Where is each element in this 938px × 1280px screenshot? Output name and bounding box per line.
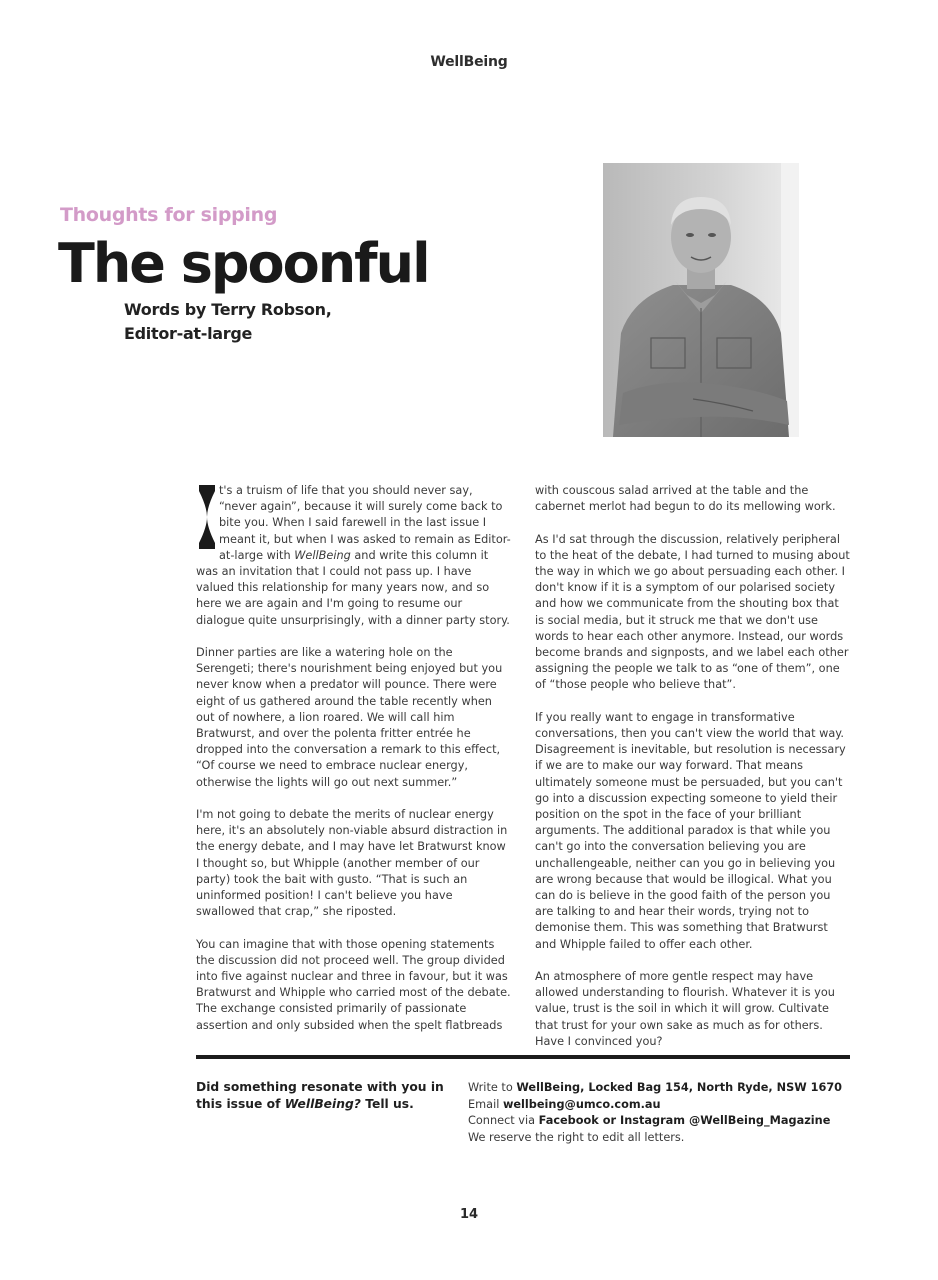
magazine-name: WellBeing xyxy=(294,548,351,562)
prompt-text: Did something resonate with you in this issue of xyxy=(196,1080,444,1111)
paragraph-text: t's a truism of life that you should never say, “never again”, because it will surely come back to bite you. When I said farewell in the last issue I meant it, but when I was asked to remain as Editor-at-large with xyxy=(219,484,511,562)
edit-notice: We reserve the right to edit all letters. xyxy=(468,1130,685,1144)
postal-address-line: Write to WellBeing, Locked Bag 154, North Ryde, NSW 1670 xyxy=(468,1081,843,1094)
feedback-prompt xyxy=(196,1079,446,1112)
social-line: Connect via Facebook or Instagram @WellBeing_Magazine xyxy=(468,1114,831,1127)
dropcap-i-glyph xyxy=(196,485,218,549)
masthead: WellBeing xyxy=(430,54,508,70)
article-kicker: Thoughts for sipping xyxy=(60,204,278,226)
email-line: Email wellbeing@umco.com.au xyxy=(468,1097,661,1111)
article-title: The spoonful xyxy=(58,232,429,295)
article-paragraph: I'm not going to debate the merits of nuclear energy here, it's an absolutely non-viable absurd distraction in the energy debate, and I may have let Bratwurst know I thought so, but Whipple (another member of our party) took the bait with gusto. “That is such an uninformed position! I can't believe you have swallowed that crap,” she riposted. xyxy=(196,808,508,919)
byline-role: Editor-at-large xyxy=(124,324,253,343)
postal-address: WellBeing, Locked Bag 154, North Ryde, NSW 1670 xyxy=(516,1081,843,1094)
article-paragraph: As I'd sat through the discussion, relatively peripheral to the heat of the debate, I had turned to musing about the way in which we go about persuading each other. I don't know if it is a symptom of our polarised society and how we communicate from the shouting box that is social media, but it struck me that we don't use words to hear each other anymore. Instead, our words become brands and signposts, and we label each other assigning the people we talk to as “one of them”, one of “those people who believe that”. xyxy=(535,532,850,692)
author-portrait-photo xyxy=(603,163,799,437)
magazine-name: WellBeing? xyxy=(284,1096,361,1111)
article-paragraph: You can imagine that with those opening statements the discussion did not proceed well. The group divided into five against nuclear and three in favour, but it was Bratwurst and Whipple who carried most of the debate. The exchange consisted primarily of passionate assertion and only subsided when the spelt flatbreads xyxy=(196,937,511,1032)
article-column-left xyxy=(196,483,512,1050)
social-handles: Facebook or Instagram @WellBeing_Magazine xyxy=(538,1114,831,1127)
email-link[interactable]: wellbeing@umco.com.au xyxy=(502,1097,661,1111)
byline-author: Words by Terry Robson, xyxy=(124,300,332,319)
section-divider xyxy=(196,1055,850,1059)
article-paragraph: If you really want to engage in transformative conversations, then you can't view the world that way. Disagreement is inevitable, but resolution is necessary if we are to make our way forward. That means ultimately someone must be persuaded, but you can't go into a discussion expecting someone to yield their position on the spot in the face of your brilliant arguments. The additional paradox is that while you can't go into the conversation believing you are unchallengeable, neither can you go in believing you are wrong because that would be illogical. What you can do is believe in the good faith of the person you are talking to and hear their words, trying not to demonise them. This was something that Bratwurst and Whipple failed to offer each other. xyxy=(535,710,846,951)
page-number: 14 xyxy=(459,1207,479,1222)
prompt-text: Tell us. xyxy=(360,1096,414,1111)
contact-details xyxy=(468,1080,848,1146)
article-paragraph: with couscous salad arrived at the table and the cabernet merlot had begun to do its mellowing work. xyxy=(535,484,836,514)
article-column-right xyxy=(535,483,851,1066)
article-paragraph: Dinner parties are like a watering hole on the Serengeti; there's nourishment being enjoyed but you never know when a predator will pounce. There were eight of us gathered around the table recently when out of nowhere, a lion roared. We will call him Bratwurst, and over the polenta fritter entrée he dropped into the conversation a remark to this effect, “Of course we need to embrace nuclear energy, otherwise the lights will go out next summer.” xyxy=(196,646,503,789)
article-paragraph: An atmosphere of more gentle respect may have allowed understanding to flourish. Whatever it is you value, trust is the soil in which it will grow. Cultivate that trust for your own sake as much as for others. Have I convinced you? xyxy=(535,970,835,1048)
paragraph-text: and write this column it was an invitation that I could not pass up. I have valued this relationship for many years now, and so here we are again and I'm going to resume our dialogue quite unsurprisingly, with a dinner party story. xyxy=(196,548,510,627)
portrait-illustration xyxy=(603,163,799,437)
dropcap xyxy=(196,485,218,549)
article-paragraph xyxy=(196,483,512,629)
byline xyxy=(124,298,332,346)
